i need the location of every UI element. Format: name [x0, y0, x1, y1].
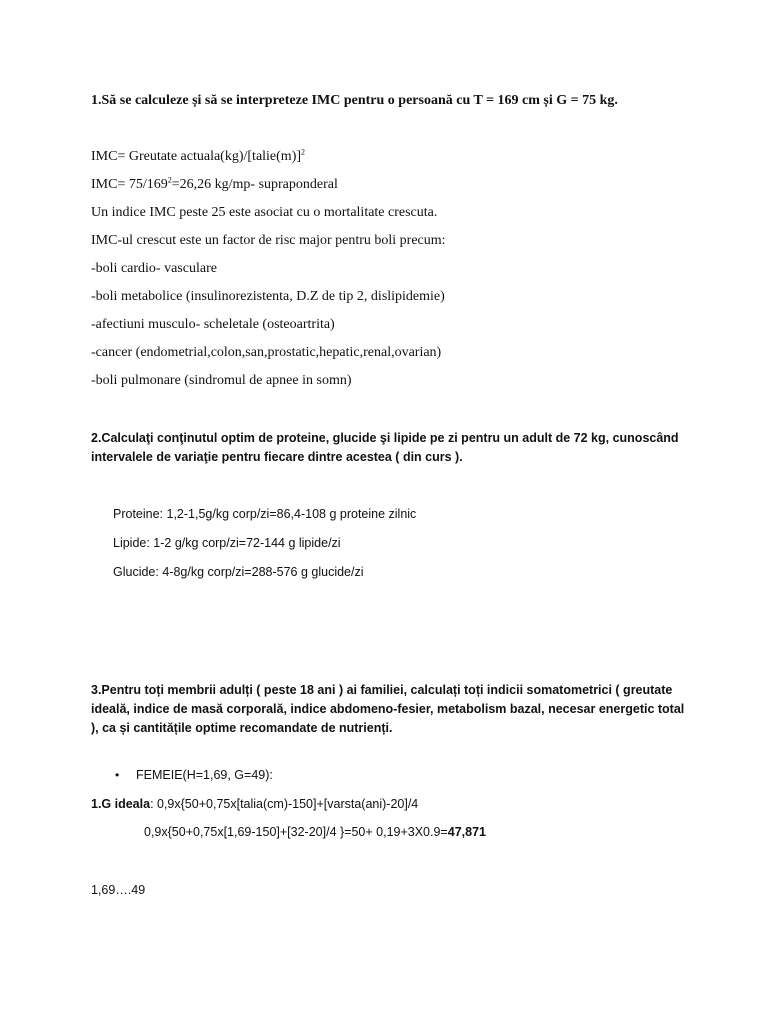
q3-title: 3.Pentru toți membrii adulți ( peste 18 ani ) ai familiei, calculați toți indicii somatometrici ( greutate ideală, indice de masă corporală, indice abdomeno-fesier, metabolism bazal, necesar energetic total ), ca și cantitățile optime recomandate de nutrienți.: [91, 683, 685, 735]
q3-ideal-weight-formula: 1.G ideala: 0,9x{50+0,75x[talia(cm)-150]+[varsta(ani)-20]/4: [91, 797, 419, 811]
q1-risk-item: -boli cardio- vasculare: [91, 261, 217, 276]
bullet-icon: •: [115, 768, 120, 782]
q3-note: 1,69….49: [91, 883, 146, 897]
q1-title: 1.Să se calculeze și să se interpreteze IMC pentru o persoană cu T = 169 cm și G = 75 kg.: [91, 93, 618, 108]
q1-formula: IMC= Greutate actuala(kg)/[talie(m)]$^2$: [91, 147, 306, 164]
q3-ideal-weight-calc: 0,9x{50+0,75x[1,69-150]+[32-20]/4 }=50+ 0,19+3X0.9=47,871: [144, 825, 486, 839]
q1-interpretation: Un indice IMC peste 25 este asociat cu o mortalitate crescuta.: [91, 205, 438, 220]
q1-risk-item: -afectiuni musculo- scheletale (osteoartrita): [91, 317, 335, 332]
q2-glucides: Glucide: 4-8g/kg corp/zi=288-576 g glucide/zi: [113, 565, 364, 579]
q1-risk-intro: IMC-ul crescut este un factor de risc major pentru boli precum:: [91, 233, 446, 248]
q1-risk-item: -boli pulmonare (sindromul de apnee in somn): [91, 373, 352, 388]
q2-title: 2.Calculaţi conţinutul optim de proteine, glucide şi lipide pe zi pentru un adult de 72 kg, cunoscând intervalele de variaţie pentru fiecare dintre acestea ( din curs ).: [91, 431, 679, 464]
q2-lipids: Lipide: 1-2 g/kg corp/zi=72-144 g lipide/zi: [113, 536, 341, 550]
q1-risk-item: -cancer (endometrial,colon,san,prostatic,hepatic,renal,ovarian): [91, 345, 442, 360]
q1-calculation: $IMC= 75/169^2=26,26$ kg/mp- supraponderal: [91, 175, 338, 192]
q1-risk-item: -boli metabolice (insulinorezistenta, D.Z de tip 2, dislipidemie): [91, 289, 445, 304]
q3-bullet-female: FEMEIE(H=1,69, G=49):: [136, 768, 273, 782]
q2-protein: Proteine: 1,2-1,5g/kg corp/zi=86,4-108 g proteine zilnic: [113, 507, 417, 521]
